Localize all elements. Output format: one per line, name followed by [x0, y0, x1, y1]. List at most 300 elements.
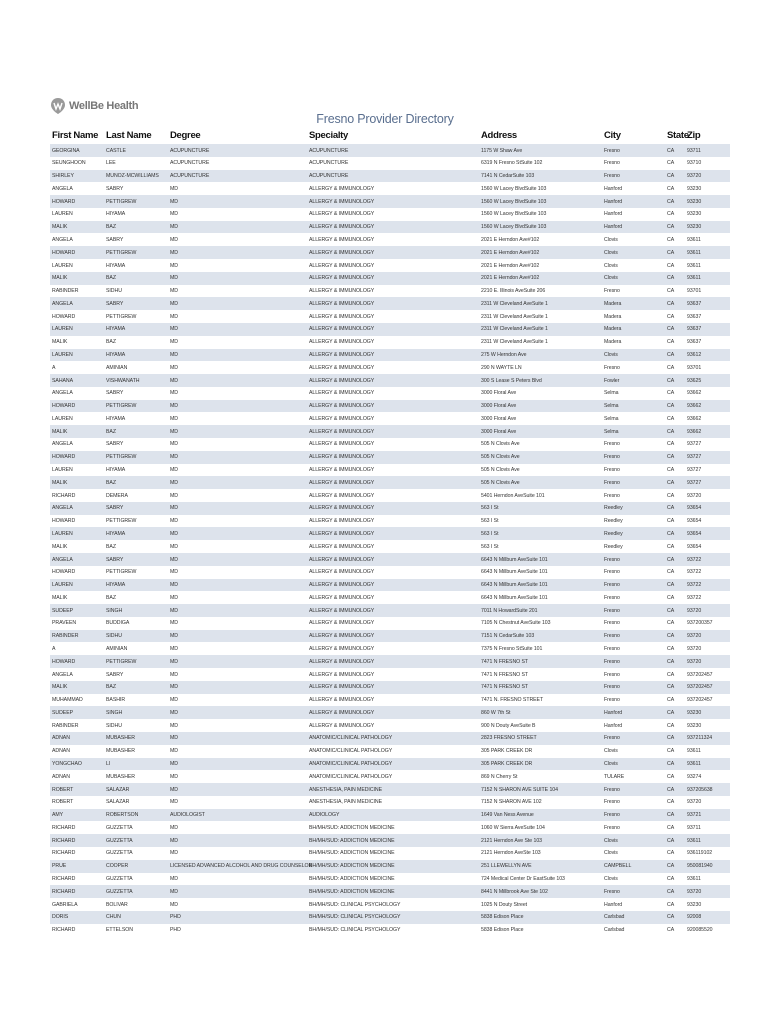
cell-state: CA: [667, 927, 675, 934]
cell-first-name: RICHARD: [52, 927, 76, 934]
cell-state: CA: [667, 224, 675, 231]
logo-text: WellBe Health: [69, 100, 139, 112]
cell-first-name: GEORGINA: [52, 147, 80, 154]
cell-specialty: ALLERGY & IMMUNOLOGY: [309, 671, 375, 678]
cell-city: Fresno: [604, 824, 620, 831]
cell-city: Fresno: [604, 786, 620, 793]
cell-specialty: ALLERGY & IMMUNOLOGY: [309, 403, 375, 410]
cell-city: Reedley: [604, 530, 623, 537]
col-header-first-name: First Name: [52, 130, 99, 141]
table-row: [50, 924, 730, 937]
cell-first-name: RABINDER: [52, 288, 79, 295]
cell-city: Reedley: [604, 518, 623, 525]
cell-address: 2121 Herndon AveSte 103: [481, 850, 541, 857]
table-row: [50, 323, 730, 336]
cell-state: CA: [667, 530, 675, 537]
cell-last-name: BASHIR: [106, 697, 126, 704]
cell-first-name: LAUREN: [52, 262, 73, 269]
cell-address: 5838 Edison Place: [481, 927, 524, 934]
cell-degree: LICENSED ADVANCED ALCOHOL AND DRUG COUNSELOR: [170, 863, 313, 870]
cell-specialty: ANATOMIC/CLINICAL PATHOLOGY: [309, 761, 393, 767]
cell-state: CA: [667, 377, 675, 384]
cell-degree: MD: [170, 658, 178, 665]
cell-state: CA: [667, 876, 675, 883]
cell-last-name: PETTIGREW: [106, 249, 137, 256]
table-row: [50, 400, 730, 413]
cell-last-name: VISHWANATH: [106, 377, 140, 384]
cell-degree: MD: [170, 773, 178, 780]
table-row: [50, 502, 730, 515]
cell-address: 251 LLEWELLYN AVE: [481, 863, 532, 870]
cell-specialty: ALLERGY & IMMUNOLOGY: [309, 658, 375, 665]
cell-city: Selma: [604, 403, 619, 410]
cell-degree: MD: [170, 275, 178, 282]
cell-state: CA: [667, 160, 675, 167]
cell-degree: AUDIOLOGIST: [170, 812, 205, 819]
cell-specialty: ALLERGY & IMMUNOLOGY: [309, 569, 375, 576]
cell-city: Fresno: [604, 684, 620, 691]
cell-first-name: ROBERT: [52, 799, 74, 806]
cell-state: CA: [667, 773, 675, 780]
cell-address: 563 I St: [481, 505, 499, 512]
table-row: [50, 873, 730, 886]
cell-state: CA: [667, 799, 675, 806]
cell-address: 6643 N Millbum AveSuite 101: [481, 582, 548, 589]
table-row: [50, 233, 730, 246]
cell-last-name: BUDDIGA: [106, 620, 130, 627]
cell-first-name: ANGELA: [52, 505, 73, 512]
cell-zip: 93611: [687, 262, 701, 269]
cell-specialty: BH/MH/SUD: ADDICTION MEDICINE: [309, 850, 395, 857]
cell-city: Fresno: [604, 364, 620, 371]
cell-state: CA: [667, 249, 675, 256]
cell-city: Fresno: [604, 697, 620, 704]
cell-city: Fresno: [604, 658, 620, 665]
cell-last-name: SABRY: [106, 236, 124, 243]
cell-last-name: SABRY: [106, 185, 124, 192]
cell-degree: MD: [170, 569, 178, 576]
cell-first-name: ADNAN: [52, 773, 70, 780]
cell-state: CA: [667, 812, 675, 819]
cell-address: 305 PARK CREEK DR: [481, 748, 533, 755]
cell-specialty: ANATOMIC/CLINICAL PATHOLOGY: [309, 735, 393, 742]
cell-specialty: ACUPUNCTURE: [309, 173, 349, 180]
cell-address: 2823 FRESNO STREET: [481, 735, 537, 742]
cell-specialty: ALLERGY & IMMUNOLOGY: [309, 607, 375, 614]
table-row: [50, 796, 730, 809]
cell-degree: MD: [170, 288, 178, 295]
cell-first-name: RICHARD: [52, 850, 76, 857]
table-row: [50, 170, 730, 183]
cell-first-name: LAUREN: [52, 211, 73, 218]
cell-last-name: SABRY: [106, 300, 124, 307]
cell-city: Clovis: [604, 837, 618, 844]
cell-city: Clovis: [604, 275, 618, 282]
cell-first-name: ANGELA: [52, 390, 73, 397]
table-row: [50, 898, 730, 911]
cell-last-name: SALAZAR: [106, 786, 130, 793]
cell-city: Fresno: [604, 479, 620, 486]
cell-state: CA: [667, 326, 675, 333]
cell-last-name: HIYAMA: [106, 326, 126, 333]
cell-zip: 93654: [687, 543, 702, 550]
cell-city: Fresno: [604, 569, 620, 576]
cell-last-name: BAZ: [106, 275, 116, 282]
col-header-zip: Zip: [687, 130, 701, 141]
table-row: [50, 157, 730, 170]
cell-specialty: BH/MH/SUD: ADDICTION MEDICINE: [309, 837, 395, 844]
cell-last-name: HIYAMA: [106, 352, 126, 358]
cell-specialty: ALLERGY & IMMUNOLOGY: [309, 198, 375, 205]
cell-state: CA: [667, 454, 675, 461]
cell-state: CA: [667, 403, 675, 410]
table-row: [50, 349, 730, 362]
cell-address: 7471 N FRESNO ST: [481, 684, 529, 691]
cell-specialty: ALLERGY & IMMUNOLOGY: [309, 684, 375, 691]
cell-first-name: AMY: [52, 812, 64, 819]
cell-specialty: ALLERGY & IMMUNOLOGY: [309, 326, 375, 333]
table-row: [50, 642, 730, 655]
cell-first-name: ANGELA: [52, 556, 73, 563]
cell-address: 7375 N Fresno StSuite 101: [481, 645, 543, 652]
cell-state: CA: [667, 390, 675, 397]
table-row: [50, 515, 730, 528]
cell-first-name: ROBERT: [52, 786, 74, 793]
cell-specialty: ALLERGY & IMMUNOLOGY: [309, 313, 375, 320]
cell-specialty: BH/MH/SUD: CLINICAL PSYCHOLOGY: [309, 927, 401, 934]
table-row: [50, 489, 730, 502]
cell-last-name: PETTIGREW: [106, 198, 137, 205]
cell-state: CA: [667, 837, 675, 844]
cell-degree: MD: [170, 799, 178, 806]
cell-specialty: ALLERGY & IMMUNOLOGY: [309, 467, 375, 474]
cell-address: 563 I St: [481, 543, 499, 550]
cell-city: Fresno: [604, 799, 620, 806]
cell-city: Hanford: [604, 185, 623, 192]
cell-specialty: ALLERGY & IMMUNOLOGY: [309, 709, 375, 716]
cell-city: Hanford: [604, 198, 623, 205]
cell-last-name: BAZ: [106, 428, 116, 435]
cell-last-name: MUBASHER: [106, 748, 136, 755]
cell-city: Fresno: [604, 812, 620, 819]
table-row: [50, 847, 730, 860]
col-header-last-name: Last Name: [106, 130, 152, 141]
cell-city: Clovis: [604, 249, 618, 256]
cell-degree: MD: [170, 735, 178, 742]
cell-last-name: CASTLE: [106, 147, 126, 154]
cell-state: CA: [667, 313, 675, 320]
cell-address: 1060 W Sierra AveSuite 104: [481, 824, 545, 831]
cell-specialty: ALLERGY & IMMUNOLOGY: [309, 645, 375, 652]
cell-city: Carlsbad: [604, 914, 625, 921]
table-row: [50, 809, 730, 822]
cell-first-name: DORIS: [52, 914, 69, 921]
cell-city: Fowler: [604, 377, 620, 384]
table-row: [50, 553, 730, 566]
cell-address: 275 W Herndon Ave: [481, 352, 527, 358]
cell-state: CA: [667, 582, 675, 589]
cell-address: 6319 N Fresno StSuite 102: [481, 160, 543, 167]
cell-specialty: ALLERGY & IMMUNOLOGY: [309, 479, 375, 486]
cell-city: Reedley: [604, 543, 623, 550]
cell-address: 869 N Cherry St: [481, 773, 518, 780]
cell-last-name: PETTIGREW: [106, 403, 137, 410]
cell-specialty: BH/MH/SUD: ADDICTION MEDICINE: [309, 888, 395, 895]
cell-first-name: ANGELA: [52, 441, 73, 448]
cell-last-name: SIDHU: [106, 288, 122, 295]
cell-first-name: LAUREN: [52, 582, 73, 589]
cell-last-name: LEE: [106, 160, 116, 167]
cell-specialty: ANESTHESIA, PAIN MEDICINE: [309, 786, 383, 793]
cell-degree: MD: [170, 824, 178, 831]
cell-degree: ACUPUNCTURE: [170, 147, 210, 154]
cell-first-name: ANGELA: [52, 300, 73, 307]
cell-specialty: ALLERGY & IMMUNOLOGY: [309, 352, 375, 358]
cell-zip: 93654: [687, 505, 702, 512]
cell-address: 7471 N FRESNO ST: [481, 671, 529, 678]
cell-last-name: BAZ: [106, 543, 116, 550]
cell-specialty: ALLERGY & IMMUNOLOGY: [309, 236, 375, 243]
cell-degree: MD: [170, 671, 178, 678]
table-row: [50, 527, 730, 540]
table-row: [50, 361, 730, 374]
cell-degree: MD: [170, 582, 178, 589]
cell-first-name: RICHARD: [52, 492, 76, 499]
cell-specialty: ALLERGY & IMMUNOLOGY: [309, 364, 375, 371]
cell-last-name: SIDHU: [106, 722, 122, 729]
cell-first-name: LAUREN: [52, 352, 73, 358]
cell-first-name: MALIK: [52, 428, 68, 435]
cell-state: CA: [667, 518, 675, 525]
cell-degree: MD: [170, 198, 178, 205]
cell-zip: 93654: [687, 530, 702, 537]
cell-state: CA: [667, 339, 675, 346]
cell-city: Clovis: [604, 236, 618, 243]
cell-zip: 93720: [687, 658, 702, 665]
cell-state: CA: [667, 211, 675, 218]
cell-zip: 93720: [687, 888, 702, 895]
cell-specialty: ALLERGY & IMMUNOLOGY: [309, 633, 375, 640]
cell-zip: 93274: [687, 773, 702, 780]
cell-zip: 93230: [687, 901, 702, 908]
cell-first-name: RICHARD: [52, 888, 76, 895]
cell-state: CA: [667, 658, 675, 665]
cell-address: 1560 W Lacey BlvdSuite 103: [481, 198, 547, 205]
cell-city: Madera: [604, 339, 622, 346]
cell-zip: 92008: [687, 914, 702, 921]
cell-address: 860 W 7th St: [481, 709, 511, 716]
table-row: [50, 310, 730, 323]
cell-last-name: SALAZAR: [106, 799, 130, 806]
cell-state: CA: [667, 479, 675, 486]
cell-first-name: A: [52, 364, 56, 371]
cell-first-name: LAUREN: [52, 467, 73, 474]
cell-degree: MD: [170, 786, 178, 793]
cell-address: 6643 N Millbum AveSuite 101: [481, 556, 548, 563]
cell-zip: 937205638: [687, 786, 713, 793]
cell-degree: ACUPUNCTURE: [170, 173, 210, 180]
cell-city: Selma: [604, 415, 619, 422]
cell-state: CA: [667, 901, 675, 908]
cell-last-name: MUNOZ-MCWILLIAMS: [106, 173, 159, 180]
cell-last-name: BAZ: [106, 224, 116, 231]
cell-last-name: PETTIGREW: [106, 658, 137, 665]
cell-first-name: HOWARD: [52, 198, 76, 205]
cell-state: CA: [667, 761, 675, 767]
cell-specialty: ALLERGY & IMMUNOLOGY: [309, 339, 375, 346]
cell-specialty: ALLERGY & IMMUNOLOGY: [309, 441, 375, 448]
cell-degree: MD: [170, 607, 178, 614]
cell-city: Fresno: [604, 173, 620, 180]
cell-degree: MD: [170, 415, 178, 422]
table-row: [50, 272, 730, 285]
cell-first-name: PRUE: [52, 863, 67, 870]
cell-specialty: ACUPUNCTURE: [309, 160, 349, 167]
cell-last-name: SABRY: [106, 671, 124, 678]
cell-city: Fresno: [604, 582, 620, 589]
table-row: [50, 694, 730, 707]
cell-state: CA: [667, 620, 675, 627]
cell-last-name: BAZ: [106, 479, 116, 486]
cell-state: CA: [667, 748, 675, 755]
cell-address: 1560 W Lacey BlvdSuite 103: [481, 185, 547, 192]
cell-zip: 93230: [687, 709, 702, 716]
cell-zip: 936119102: [687, 850, 713, 857]
cell-degree: MD: [170, 211, 178, 218]
cell-first-name: HOWARD: [52, 518, 76, 525]
cell-degree: MD: [170, 492, 178, 499]
cell-specialty: ALLERGY & IMMUNOLOGY: [309, 518, 375, 525]
cell-specialty: BH/MH/SUD: CLINICAL PSYCHOLOGY: [309, 914, 401, 921]
cell-degree: MD: [170, 339, 178, 346]
cell-city: Fresno: [604, 467, 620, 474]
cell-state: CA: [667, 543, 675, 550]
cell-first-name: MALIK: [52, 339, 68, 346]
cell-last-name: SINGH: [106, 709, 123, 716]
table-row: [50, 591, 730, 604]
cell-specialty: ANATOMIC/CLINICAL PATHOLOGY: [309, 748, 393, 755]
table-row: [50, 885, 730, 898]
cell-city: Fresno: [604, 441, 620, 448]
cell-specialty: ALLERGY & IMMUNOLOGY: [309, 492, 375, 499]
cell-address: 724 Medical Center Dr EastSuite 103: [481, 876, 565, 883]
cell-specialty: ALLERGY & IMMUNOLOGY: [309, 556, 375, 563]
cell-zip: 937200357: [687, 620, 713, 627]
cell-zip: 93711: [687, 824, 701, 831]
cell-zip: 93230: [687, 211, 702, 218]
cell-last-name: SABRY: [106, 390, 124, 397]
cell-degree: MD: [170, 428, 178, 435]
cell-first-name: MALIK: [52, 224, 68, 231]
cell-address: 5401 Herndon AveSuite 101: [481, 492, 545, 499]
table-row: [50, 540, 730, 553]
cell-first-name: HOWARD: [52, 249, 76, 256]
cell-zip: 93230: [687, 722, 702, 729]
col-header-city: City: [604, 130, 621, 141]
cell-last-name: PETTIGREW: [106, 454, 137, 461]
cell-state: CA: [667, 684, 675, 691]
table-row: [50, 745, 730, 758]
cell-city: Hanford: [604, 901, 623, 908]
cell-state: CA: [667, 914, 675, 921]
cell-zip: 93230: [687, 185, 702, 192]
cell-degree: MD: [170, 185, 178, 192]
cell-specialty: AUDIOLOGY: [309, 812, 340, 819]
cell-city: Clovis: [604, 748, 618, 755]
cell-specialty: ALLERGY & IMMUNOLOGY: [309, 275, 375, 282]
cell-last-name: SABRY: [106, 505, 124, 512]
cell-state: CA: [667, 569, 675, 576]
table-row: [50, 297, 730, 310]
cell-state: CA: [667, 786, 675, 793]
cell-address: 1560 W Lacey BlvdSuite 103: [481, 211, 547, 218]
cell-first-name: LAUREN: [52, 326, 73, 333]
cell-state: CA: [667, 173, 675, 180]
cell-last-name: SABRY: [106, 441, 124, 448]
table-row: [50, 208, 730, 221]
table-row: [50, 374, 730, 387]
cell-last-name: MUBASHER: [106, 735, 136, 742]
table-row: [50, 195, 730, 208]
cell-first-name: MALIK: [52, 275, 68, 282]
cell-address: 505 N Clovis Ave: [481, 467, 520, 474]
cell-degree: MD: [170, 850, 178, 857]
cell-degree: MD: [170, 697, 178, 704]
cell-first-name: MALIK: [52, 594, 68, 601]
cell-last-name: SABRY: [106, 556, 124, 563]
col-header-address: Address: [481, 130, 517, 141]
cell-first-name: MALIK: [52, 684, 68, 691]
cell-first-name: RABINDER: [52, 633, 79, 640]
cell-specialty: ALLERGY & IMMUNOLOGY: [309, 543, 375, 550]
table-row: [50, 758, 730, 771]
cell-city: Clovis: [604, 876, 618, 883]
cell-city: Fresno: [604, 620, 620, 627]
cell-first-name: RICHARD: [52, 876, 76, 883]
cell-address: 7105 N Chestnut AveSuite 103: [481, 620, 551, 627]
table-row: [50, 911, 730, 924]
cell-degree: MD: [170, 722, 178, 729]
cell-specialty: BH/MH/SUD: CLINICAL PSYCHOLOGY: [309, 901, 401, 908]
cell-degree: PHD: [170, 914, 181, 921]
cell-zip: 93720: [687, 645, 702, 652]
cell-state: CA: [667, 364, 675, 371]
cell-specialty: ALLERGY & IMMUNOLOGY: [309, 377, 375, 384]
cell-zip: 93662: [687, 415, 702, 422]
cell-degree: MD: [170, 352, 178, 358]
cell-degree: MD: [170, 645, 178, 652]
cell-city: Madera: [604, 313, 622, 320]
cell-state: CA: [667, 863, 675, 870]
cell-last-name: ETTELSON: [106, 927, 133, 934]
table-row: [50, 617, 730, 630]
cell-first-name: RABINDER: [52, 722, 79, 729]
cell-first-name: MUHAMMAD: [52, 697, 83, 704]
cell-degree: MD: [170, 467, 178, 474]
cell-zip: 93722: [687, 582, 702, 589]
cell-first-name: ADNAN: [52, 735, 70, 742]
cell-specialty: ALLERGY & IMMUNOLOGY: [309, 582, 375, 589]
cell-state: CA: [667, 850, 675, 857]
table-row: [50, 412, 730, 425]
cell-city: Hanford: [604, 224, 623, 231]
table-row: [50, 860, 730, 873]
cell-first-name: A: [52, 645, 56, 652]
cell-first-name: HOWARD: [52, 658, 76, 665]
cell-city: Clovis: [604, 850, 618, 857]
cell-degree: MD: [170, 262, 178, 269]
cell-specialty: ALLERGY & IMMUNOLOGY: [309, 594, 375, 601]
